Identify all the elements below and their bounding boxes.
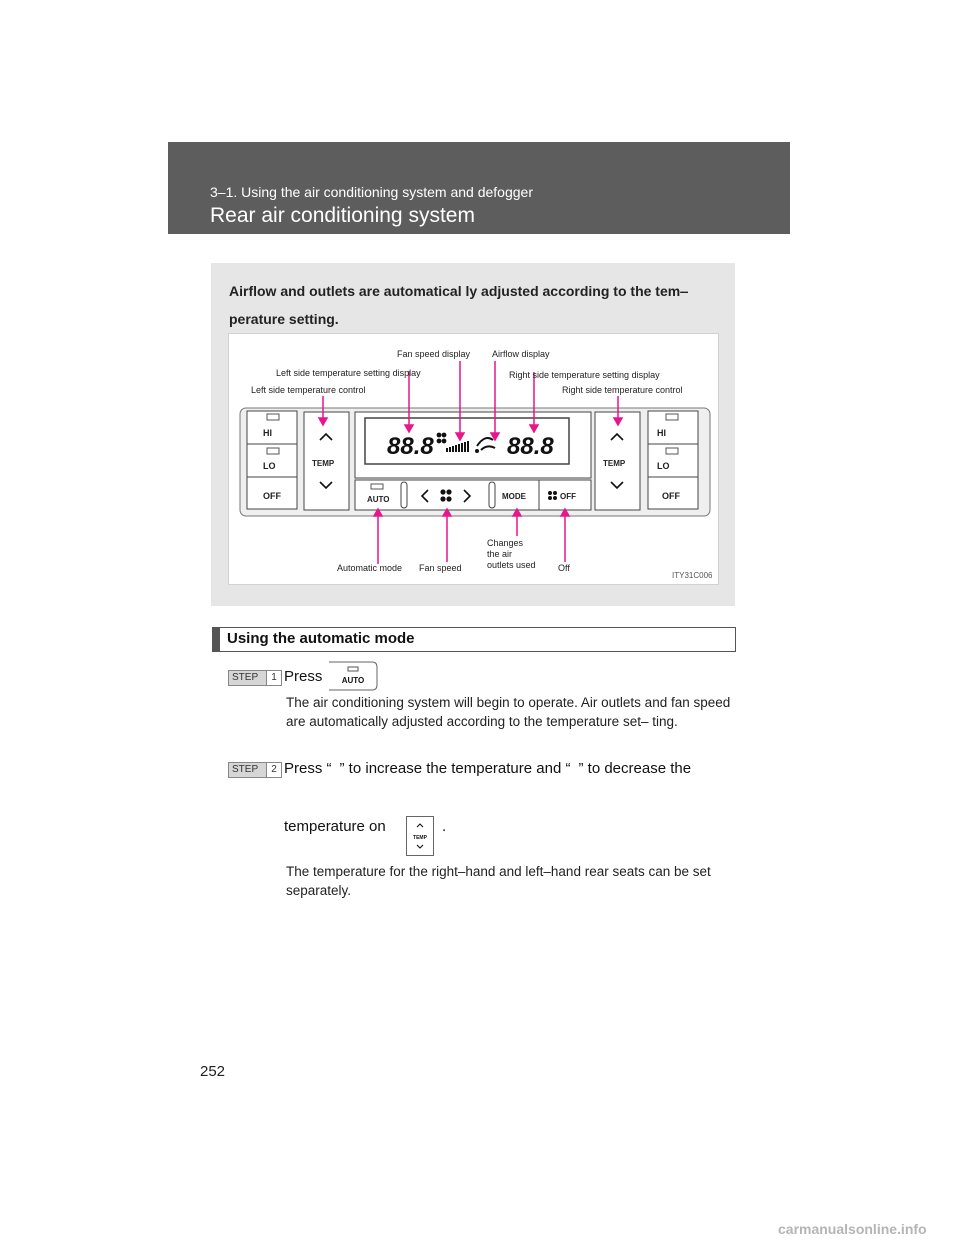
page-number: 252	[200, 1063, 226, 1080]
left-off-label: OFF	[263, 491, 281, 501]
left-temp-setting-display-label: Left side temperature setting display	[276, 368, 421, 378]
changes-outlets-label-1: Changes	[487, 538, 524, 548]
figure-code: ITY31C006	[672, 571, 713, 580]
step-2-description: The temperature for the right‒hand and left‒hand rear seats can be set separately.	[286, 864, 711, 898]
off-label: Off	[558, 563, 570, 573]
section-marker	[213, 628, 220, 651]
section-title: Using the automatic mode	[227, 630, 415, 647]
right-temp-label: TEMP	[603, 459, 626, 468]
right-temp-setting-display-label: Right side temperature setting display	[509, 370, 660, 380]
auto-button-label: AUTO	[367, 495, 390, 504]
section-heading-bar	[212, 627, 736, 652]
airflow-display-label: Airflow display	[492, 349, 550, 359]
rear-ac-control-panel-figure	[228, 333, 719, 585]
step-1-number: 1	[266, 671, 281, 685]
right-lo-label: LO	[657, 461, 670, 471]
auto-button-icon	[328, 661, 378, 691]
left-hi-label: HI	[263, 428, 272, 438]
overview-box	[211, 263, 735, 606]
step-1-word: STEP	[232, 672, 259, 683]
step-2-word: STEP	[232, 764, 259, 775]
left-temp-control-label: Left side temperature control	[251, 385, 366, 395]
left-temp-display-digits: 88.8	[387, 433, 434, 460]
step-2-period: .	[442, 818, 447, 835]
step-2-instruction	[284, 760, 744, 777]
chapter-header	[168, 142, 790, 234]
left-lo-label: LO	[263, 461, 276, 471]
right-temp-control-label: Right side temperature control	[562, 385, 683, 395]
svg-text:TEMP: TEMP	[413, 835, 427, 841]
svg-text:AUTO: AUTO	[341, 676, 365, 685]
step-2-number: 2	[266, 763, 281, 777]
step-2-instruction-cont: temperature on	[284, 818, 386, 835]
changes-outlets-label-3: outlets used	[487, 560, 536, 570]
page-title: Rear air conditioning system	[210, 204, 475, 227]
step-2-text-c: ” to decrease the	[578, 760, 692, 777]
section-path: 3‒1. Using the air conditioning system and defogger	[210, 184, 533, 200]
changes-outlets-label-2: the air	[487, 549, 513, 559]
intro-text: Airflow and outlets are automatical ly adjusted according to the tem‒ perature setting.	[229, 283, 688, 327]
automatic-mode-label: Automatic mode	[337, 563, 403, 573]
left-temp-label: TEMP	[312, 459, 335, 468]
step-2-text-b: ” to increase the temperature and “	[339, 760, 571, 777]
step-1-description: The air conditioning system will begin to operate. Air outlets and fan speed are automatically adjusted according to the temperature set‒ ting.	[286, 695, 731, 729]
step-1-instruction: Press	[284, 668, 323, 685]
right-hi-label: HI	[657, 428, 666, 438]
step-1-badge	[228, 670, 282, 686]
fan-speed-label: Fan speed	[419, 563, 462, 573]
mode-button-label: MODE	[502, 492, 526, 501]
step-2-badge	[228, 762, 282, 778]
right-temp-display-digits: 88.8	[507, 433, 554, 460]
temp-button-icon	[406, 816, 434, 856]
fan-speed-display-label: Fan speed display	[397, 349, 471, 359]
step-2-text-a: Press “	[284, 760, 332, 777]
right-off-label: OFF	[662, 491, 680, 501]
fan-off-button-label: OFF	[560, 492, 576, 501]
footer-watermark: carmanualsonline.info	[778, 1221, 927, 1237]
